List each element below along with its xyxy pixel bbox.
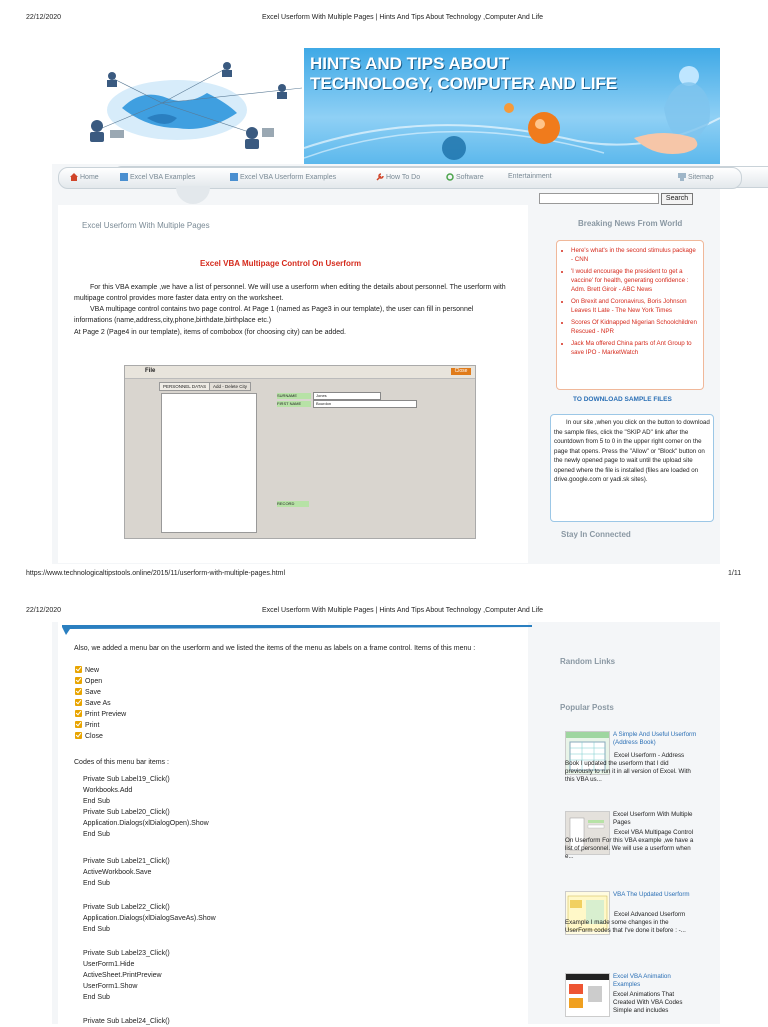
check-icon [75,721,82,728]
nav-userform-label: Excel VBA Userform Examples [240,173,337,181]
code-line: Private Sub Label21_Click() [83,858,170,865]
code-line: Application.Dialogs(xlDialogOpen).Show [83,820,209,827]
page2-top-tab [62,622,532,630]
code-line: UserForm1.Show [83,983,138,990]
nav-how-to-do[interactable] [376,173,420,181]
nav-excel-vba-examples[interactable] [120,173,195,181]
popular-post-4 [613,973,697,1015]
print-title-2: Excel Userform With Multiple Pages | Hints And Tips About Technology ,Computer And Life [262,607,544,614]
surname-label: SURNAME [277,393,311,399]
post-heading: Excel VBA Multipage Control On Userform [200,259,362,268]
codes-label: Codes of this menu bar items : [74,759,169,766]
search-button[interactable]: Search [661,193,693,205]
news-item[interactable]: • Scores Of Kidnapped Nigerian Schoolchildren Rescued - NPR [571,318,699,336]
popular-post-title[interactable]: Excel Userform With Multiple Pages [613,811,693,826]
banner-decoration [304,48,720,164]
tab-personnel-data[interactable]: PERSONNEL DATAS [159,382,210,391]
excel-icon [120,173,128,181]
print-page-number: 1/11 [728,570,742,577]
search-input[interactable] [539,193,659,204]
code-line: End Sub [83,926,110,933]
download-info-box [550,414,714,522]
popular-post-title[interactable]: Excel VBA Animation Examples [613,973,671,988]
code-line: End Sub [83,831,110,838]
breaking-news-title: Breaking News From World [578,219,683,228]
code-line: Private Sub Label20_Click() [83,809,170,816]
menu-item: Save [75,687,126,698]
menu-item: Print [75,720,126,731]
code-line: Workbooks.Add [83,787,133,794]
news-item[interactable]: • Here's what's in the second stimulus package - CNN [571,246,699,264]
post-paragraph-3: At Page 2 (Page4 in our template), items of combobox (for choosing city) can be added. [74,329,346,336]
check-icon [75,710,82,717]
nav-home-label: Home [80,173,99,181]
record-button[interactable]: RECORD [277,501,309,507]
download-info-text: In our site ,when you click on the button to download the sample files, click the "SKIP AD" link after the countdown from 5 to 0 in the upper right corner on the page that opens. Press the "Allow" or "Block" button on the newly opened page to wait until the upload site opened where the file is installed (files are loaded on drive.google.com or yadi.sk sites). [554,419,710,483]
gear-icon [446,173,454,181]
menu-item: Close [75,731,126,742]
popular-post-excerpt: Excel VBA Multipage Control On Userform For this VBA example ,we have a list of personnel. We will use a userform when e... [565,829,694,860]
banner [52,48,720,164]
post-label: Excel Userform With Multiple Pages [82,221,210,230]
surname-field[interactable]: Jones [313,392,381,400]
sitemap-icon [678,173,686,181]
code-line: End Sub [83,798,110,805]
print-date: 22/12/2020 [26,14,62,21]
page2-intro: Also, we added a menu bar on the userform and we listed the items of the menu as labels on a frame control. Items of this menu : [74,645,476,652]
home-icon [70,173,78,181]
print-url: https://www.technologicaltipstools.online/2015/11/userform-with-multiple-pages.html [26,570,285,577]
print-date-2: 22/12/2020 [26,607,62,614]
stay-connected-title: Stay In Connected [561,530,631,539]
personnel-listbox[interactable] [161,393,257,533]
code-line: Private Sub Label22_Click() [83,904,170,911]
popular-post-excerpt: Excel Animations That Created With VBA Codes Simple and includes [613,991,683,1014]
popular-post-title[interactable]: A Simple And Useful Userform (Address Book) [613,731,697,746]
check-icon [75,699,82,706]
breaking-news-box [556,240,704,390]
nav-sitemap[interactable] [678,173,714,181]
code-block-4 [83,948,170,1003]
nav-entertainment-label: Entertainment [508,173,552,180]
nav-software-label: Software [456,173,484,181]
menu-items-list [75,665,126,742]
news-item[interactable]: • Jack Ma offered China parts of Ant Group to save IPO - MarketWatch [571,339,699,357]
file-menu[interactable]: File [145,368,156,374]
code-line: Application.Dialogs(xlDialogSaveAs).Show [83,915,216,922]
wrench-icon [376,173,384,181]
news-list [561,246,699,357]
site-title-line2: TECHNOLOGY, COMPUTER AND LIFE [310,74,618,93]
popular-posts-title: Popular Posts [560,703,614,712]
menu-item: Open [75,676,126,687]
nav-userform-examples[interactable] [230,173,336,181]
userform-icon [230,173,238,181]
popular-post-excerpt: Excel Advanced Userform Example I made some changes in the UserForm codes that I've done it before : -... [565,911,686,934]
banner-illustration [52,48,302,164]
random-links-title: Random Links [560,657,616,666]
popular-post-thumbnail[interactable] [565,973,610,1017]
page2-top-decoration [62,625,532,635]
popular-post-title[interactable]: VBA The Updated Userform [613,891,690,898]
banner-title-area [304,48,720,164]
nav-excel-vba-label: Excel VBA Examples [130,173,196,181]
nav-entertainment[interactable] [508,173,552,180]
userform-screenshot [124,365,476,539]
popular-post-2 [613,811,697,827]
code-block-1 [83,774,209,840]
code-line: Private Sub Label24_Click() [83,1018,170,1025]
tab-add-delete-city[interactable]: Add - Delete City [209,382,251,391]
menu-item: New [75,665,126,676]
menu-item: Print Preview [75,709,126,720]
check-icon [75,688,82,695]
userform-titlebar [125,366,475,379]
post-paragraph-1: For this VBA example ,we have a list of personnel. We will use a userform when editing the details about personnel. The userform with multipage control provides more faster data entry on the worksheet. [74,284,506,302]
popular-post-3 [613,891,697,899]
code-block-2 [83,856,170,889]
nav-sitemap-label: Sitemap [688,173,714,181]
popular-post-1 [613,731,697,747]
code-line: ActiveSheet.PrintPreview [83,972,162,979]
code-line: Private Sub Label23_Click() [83,950,170,957]
code-block-5 [83,1016,170,1027]
firstname-field[interactable]: Bourdon [313,400,417,408]
world-network-illustration [52,48,302,164]
code-line: Private Sub Label19_Click() [83,776,170,783]
news-item[interactable]: • On Brexit and Coronavirus, Boris Johnson Leaves It Late - The New York Times [571,297,699,315]
menu-item: Save As [75,698,126,709]
nav-home[interactable] [70,173,99,181]
code-block-3 [83,902,216,935]
check-icon [75,732,82,739]
print-title: Excel Userform With Multiple Pages | Hints And Tips About Technology ,Computer And Life [262,14,544,21]
code-line: ActiveWorkbook.Save [83,869,152,876]
firstname-label: FIRST NAME [277,401,311,407]
popular-post-excerpt: Excel Userform - Address Book I updated the userform that I did previously to run it in all version of Excel. With this VBA us... [565,752,691,783]
check-icon [75,666,82,673]
nav-software[interactable] [446,173,484,181]
post-paragraph-2: VBA multipage control contains two page control. At Page 1 (named as Page3 in our template), the user can fill in personnel informations (name,address,city,phone,birthdate,birthplace etc.) [74,306,474,324]
news-item[interactable]: • 'I would encourage the president to get a vaccine' for health, generating confidence : Adm. Brett Giroir - ABC News [571,267,699,294]
check-icon [75,677,82,684]
nav-how-to-do-label: How To Do [386,173,421,181]
animation-thumbnail [566,974,609,1016]
download-title: TO DOWNLOAD SAMPLE FILES [573,396,672,403]
code-line: UserForm1.Hide [83,961,135,968]
code-line: End Sub [83,994,110,1001]
site-title-line1: HINTS AND TIPS ABOUT [310,54,509,73]
close-button[interactable]: Close [451,368,471,375]
code-line: End Sub [83,880,110,887]
